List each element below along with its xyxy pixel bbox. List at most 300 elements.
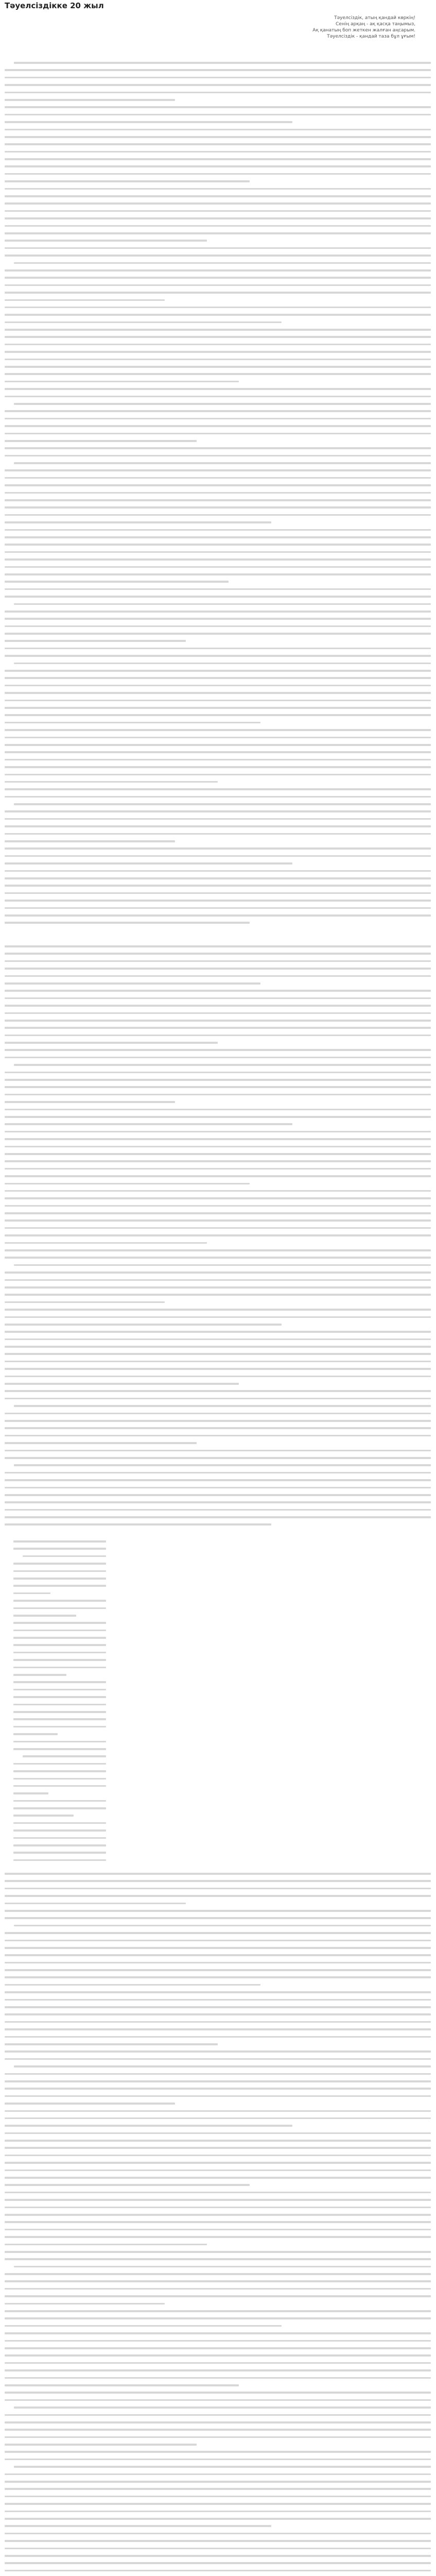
text-line bbox=[5, 1316, 431, 1318]
text-line bbox=[5, 173, 431, 175]
text-line bbox=[13, 1548, 106, 1550]
text-line bbox=[5, 1027, 431, 1029]
text-line bbox=[5, 2147, 431, 2149]
text-line bbox=[5, 2170, 431, 2172]
text-line bbox=[5, 210, 431, 212]
text-line bbox=[5, 1205, 431, 1207]
text-line bbox=[5, 2021, 431, 2023]
text-line bbox=[14, 1064, 431, 1066]
text-line bbox=[13, 1748, 106, 1750]
text-line bbox=[5, 1175, 431, 1177]
text-line bbox=[5, 2132, 431, 2134]
text-line bbox=[5, 232, 431, 234]
text-line bbox=[5, 77, 431, 79]
text-line bbox=[13, 1659, 106, 1661]
text-line bbox=[5, 433, 431, 435]
text-line bbox=[13, 1622, 106, 1624]
text-line bbox=[5, 2444, 197, 2446]
text-line bbox=[13, 1726, 106, 1728]
text-line bbox=[5, 2177, 431, 2179]
text-line bbox=[5, 351, 431, 353]
text-line bbox=[13, 1807, 106, 1809]
text-line bbox=[5, 2103, 175, 2105]
text-line bbox=[5, 344, 431, 346]
text-line bbox=[14, 262, 431, 264]
text-line bbox=[5, 1272, 431, 1274]
text-line bbox=[5, 455, 431, 457]
text-line bbox=[5, 92, 431, 94]
text-line bbox=[5, 129, 431, 131]
text-line bbox=[5, 573, 431, 575]
text-line bbox=[5, 1903, 186, 1905]
text-line bbox=[14, 1405, 431, 1407]
text-line bbox=[13, 1652, 106, 1654]
text-line bbox=[5, 2310, 431, 2312]
text-line bbox=[5, 1131, 431, 1133]
text-line bbox=[5, 284, 431, 286]
text-line bbox=[5, 447, 431, 449]
text-line bbox=[5, 1420, 431, 1422]
text-line bbox=[5, 1035, 431, 1037]
text-line bbox=[5, 2199, 431, 2201]
text-line bbox=[5, 2229, 431, 2231]
text-line bbox=[5, 521, 271, 523]
text-line bbox=[5, 862, 292, 865]
text-line bbox=[5, 960, 431, 962]
text-line bbox=[5, 774, 431, 776]
text-line bbox=[5, 247, 431, 249]
text-line bbox=[13, 1815, 74, 1817]
text-line bbox=[5, 1042, 218, 1044]
text-line bbox=[5, 1457, 431, 1459]
text-line bbox=[5, 900, 431, 902]
text-line bbox=[5, 581, 229, 583]
text-line bbox=[5, 2533, 431, 2535]
text-line bbox=[5, 818, 431, 820]
text-line bbox=[5, 2207, 431, 2209]
text-line bbox=[5, 359, 431, 361]
text-line bbox=[23, 1755, 106, 1757]
text-line bbox=[13, 1763, 106, 1765]
text-line bbox=[5, 2221, 431, 2223]
text-line bbox=[5, 307, 431, 309]
text-line bbox=[5, 202, 431, 205]
text-line bbox=[5, 329, 431, 331]
text-line bbox=[5, 825, 431, 827]
text-line bbox=[13, 1718, 106, 1720]
text-line bbox=[5, 833, 431, 835]
text-line bbox=[5, 2548, 431, 2550]
text-line bbox=[5, 1509, 431, 1511]
text-line bbox=[14, 62, 431, 64]
epigraph-line: Тәуелсіздік - қандай таза бұл ұғым! bbox=[327, 34, 415, 39]
text-line bbox=[5, 1442, 197, 1444]
text-line bbox=[5, 788, 431, 790]
text-line bbox=[5, 188, 431, 190]
text-line bbox=[5, 611, 431, 613]
text-line bbox=[5, 2481, 431, 2483]
text-line bbox=[5, 269, 431, 272]
epigraph-line: Ақ қанатың боп жеткен жалған аңсарым. bbox=[312, 28, 415, 33]
text-line bbox=[5, 558, 431, 561]
text-line bbox=[13, 1733, 58, 1735]
text-line bbox=[13, 1600, 106, 1602]
text-line bbox=[5, 2303, 165, 2305]
text-line bbox=[13, 1704, 106, 1706]
text-line bbox=[5, 195, 431, 197]
text-line bbox=[5, 1873, 431, 1875]
text-line bbox=[5, 2155, 431, 2157]
text-line bbox=[5, 685, 431, 687]
text-line bbox=[5, 1427, 431, 1429]
text-line bbox=[5, 2006, 431, 2008]
text-line bbox=[5, 2525, 271, 2527]
text-line bbox=[5, 2354, 431, 2357]
text-line bbox=[5, 1227, 431, 1229]
text-line bbox=[5, 536, 431, 538]
text-line bbox=[13, 1578, 106, 1580]
text-line bbox=[5, 2421, 431, 2424]
text-line bbox=[5, 1190, 431, 1192]
text-line bbox=[5, 1353, 431, 1355]
text-line bbox=[5, 1309, 431, 1311]
text-line bbox=[14, 462, 431, 464]
text-line bbox=[5, 2258, 431, 2260]
text-line bbox=[5, 2451, 431, 2453]
text-line bbox=[5, 870, 431, 872]
text-line bbox=[5, 2399, 431, 2401]
text-line bbox=[5, 1020, 431, 1022]
text-line bbox=[13, 1770, 106, 1772]
text-line bbox=[5, 121, 292, 123]
text-line bbox=[5, 2192, 431, 2194]
text-line bbox=[13, 1852, 106, 1854]
text-line bbox=[5, 136, 431, 138]
text-line bbox=[5, 2028, 431, 2030]
text-line bbox=[5, 1049, 431, 1051]
text-line bbox=[5, 2362, 431, 2364]
text-line bbox=[5, 1331, 431, 1333]
text-line bbox=[5, 766, 431, 768]
text-line bbox=[5, 1501, 431, 1503]
text-line bbox=[5, 982, 260, 985]
text-line bbox=[14, 2065, 431, 2067]
text-line bbox=[5, 1991, 431, 1993]
text-line bbox=[13, 1681, 106, 1683]
text-line bbox=[14, 1464, 431, 1466]
text-line bbox=[5, 1523, 271, 1526]
body-section bbox=[0, 945, 436, 1531]
text-line bbox=[5, 1086, 431, 1088]
text-line bbox=[5, 1479, 431, 1481]
text-line bbox=[5, 1976, 431, 1978]
text-line bbox=[5, 2555, 431, 2557]
text-line bbox=[13, 1689, 106, 1691]
text-line bbox=[5, 418, 431, 420]
text-line bbox=[14, 2406, 431, 2409]
text-line bbox=[5, 975, 431, 977]
text-line bbox=[5, 1324, 282, 1326]
text-line bbox=[13, 1711, 106, 1713]
text-line bbox=[5, 1880, 431, 1882]
text-line bbox=[5, 2043, 218, 2045]
text-line bbox=[5, 69, 431, 71]
text-line bbox=[5, 914, 431, 917]
text-line bbox=[5, 2295, 431, 2297]
text-line bbox=[13, 1585, 106, 1587]
text-line bbox=[5, 1999, 431, 2001]
text-line bbox=[5, 2347, 431, 2349]
text-line bbox=[5, 737, 431, 739]
text-line bbox=[5, 744, 431, 746]
text-line bbox=[5, 1005, 431, 1007]
text-line bbox=[5, 240, 207, 242]
text-line bbox=[5, 1888, 431, 1890]
text-line bbox=[5, 1094, 431, 1096]
text-line bbox=[5, 2459, 431, 2461]
text-line bbox=[5, 484, 431, 486]
text-line bbox=[5, 1234, 431, 1236]
text-line bbox=[23, 1555, 106, 1557]
text-line bbox=[5, 551, 431, 553]
text-line bbox=[5, 1435, 431, 1437]
text-line bbox=[5, 922, 250, 924]
text-line bbox=[5, 1286, 431, 1289]
text-line bbox=[14, 603, 431, 605]
epigraph-line: Тәуелсіздік, атың қандай көркің! bbox=[334, 15, 415, 21]
text-line bbox=[5, 1947, 431, 1949]
text-line bbox=[14, 2466, 431, 2468]
text-line bbox=[13, 1785, 106, 1787]
text-line bbox=[13, 1667, 106, 1669]
text-line bbox=[5, 1109, 431, 1111]
text-line bbox=[14, 2266, 431, 2268]
text-line bbox=[5, 968, 431, 970]
text-line bbox=[5, 1138, 431, 1140]
text-line bbox=[5, 1390, 431, 1392]
text-line bbox=[14, 1925, 431, 1927]
text-line bbox=[5, 381, 239, 383]
text-line bbox=[5, 990, 431, 992]
text-line bbox=[5, 1279, 431, 1281]
text-line bbox=[5, 2562, 431, 2564]
text-line bbox=[5, 781, 218, 783]
text-line bbox=[5, 625, 431, 628]
text-line bbox=[5, 143, 431, 145]
text-line bbox=[5, 997, 431, 999]
text-line bbox=[5, 388, 431, 390]
text-line bbox=[5, 1398, 431, 1400]
text-line bbox=[13, 1563, 106, 1565]
body-section bbox=[0, 1873, 436, 2576]
text-line bbox=[5, 907, 431, 909]
text-line bbox=[5, 1932, 431, 1934]
text-line bbox=[5, 700, 431, 702]
text-line bbox=[5, 655, 431, 657]
text-line bbox=[14, 403, 431, 405]
text-line bbox=[5, 1413, 431, 1415]
text-line bbox=[5, 2058, 431, 2060]
text-line bbox=[5, 722, 260, 724]
text-line bbox=[5, 1494, 431, 1496]
text-line bbox=[5, 759, 431, 761]
text-line bbox=[5, 618, 431, 620]
text-line bbox=[5, 640, 186, 642]
text-line bbox=[13, 1822, 106, 1824]
text-line bbox=[5, 1012, 431, 1014]
text-line bbox=[5, 1368, 431, 1370]
text-line bbox=[5, 2080, 431, 2082]
text-line bbox=[5, 2488, 431, 2490]
text-line bbox=[5, 945, 431, 947]
text-line bbox=[5, 1079, 431, 1081]
text-line bbox=[5, 1294, 431, 1296]
text-line bbox=[5, 2332, 431, 2334]
text-line bbox=[13, 1829, 106, 1832]
text-line bbox=[5, 410, 431, 412]
text-line bbox=[5, 848, 431, 850]
text-line bbox=[5, 2073, 431, 2075]
text-line bbox=[5, 1940, 431, 1942]
text-line bbox=[5, 588, 431, 590]
text-line bbox=[5, 2414, 431, 2416]
text-line bbox=[5, 1450, 431, 1452]
text-line bbox=[5, 2050, 431, 2053]
text-line bbox=[13, 1570, 106, 1572]
text-line bbox=[13, 1630, 106, 1632]
text-line bbox=[13, 1674, 66, 1676]
text-line bbox=[5, 1383, 239, 1385]
text-line bbox=[5, 2251, 431, 2253]
text-line bbox=[14, 803, 431, 805]
text-line bbox=[5, 1123, 292, 1125]
text-line bbox=[13, 1778, 106, 1780]
text-line bbox=[5, 1153, 431, 1155]
text-line bbox=[5, 2436, 431, 2438]
text-line bbox=[13, 1644, 106, 1646]
text-line bbox=[5, 1301, 165, 1303]
text-line bbox=[5, 1962, 431, 1964]
text-line bbox=[5, 99, 175, 101]
text-line bbox=[5, 1487, 431, 1489]
text-line bbox=[5, 158, 431, 160]
text-line bbox=[5, 2280, 431, 2282]
text-line bbox=[5, 2273, 431, 2275]
text-line bbox=[5, 1072, 431, 1074]
text-line bbox=[5, 1516, 431, 1518]
text-line bbox=[5, 180, 250, 182]
text-line bbox=[5, 2162, 431, 2164]
document-title: Тәуелсіздікке 20 жыл bbox=[5, 1, 104, 10]
text-line bbox=[5, 299, 165, 301]
epigraph bbox=[0, 15, 436, 40]
text-line bbox=[5, 1361, 431, 1363]
text-line bbox=[5, 336, 431, 338]
text-line bbox=[5, 2429, 431, 2431]
text-line bbox=[5, 729, 431, 731]
text-line bbox=[5, 425, 431, 427]
text-line bbox=[5, 1197, 431, 1199]
text-line bbox=[5, 2110, 431, 2112]
text-line bbox=[5, 885, 431, 887]
text-line bbox=[5, 514, 431, 516]
text-line bbox=[5, 2140, 431, 2142]
text-line bbox=[5, 2518, 431, 2520]
text-line bbox=[5, 314, 431, 316]
text-line bbox=[5, 492, 431, 494]
text-line bbox=[13, 1637, 106, 1639]
text-line bbox=[5, 2540, 431, 2542]
text-line bbox=[5, 292, 431, 294]
text-line bbox=[5, 114, 431, 116]
text-line bbox=[5, 373, 431, 375]
text-line bbox=[5, 2511, 431, 2513]
text-line bbox=[5, 707, 431, 709]
text-line bbox=[5, 217, 431, 219]
text-line bbox=[13, 1837, 106, 1839]
text-line bbox=[5, 2036, 431, 2038]
text-line bbox=[5, 544, 431, 546]
text-line bbox=[5, 2088, 431, 2090]
text-line bbox=[5, 2214, 431, 2216]
text-line bbox=[5, 751, 431, 753]
text-line bbox=[5, 2325, 282, 2327]
text-line bbox=[5, 714, 431, 716]
text-line bbox=[5, 1257, 431, 1259]
text-line bbox=[5, 469, 431, 471]
text-line bbox=[5, 892, 431, 894]
body-section bbox=[0, 62, 436, 929]
text-line bbox=[5, 1160, 431, 1162]
text-line bbox=[5, 566, 431, 568]
text-line bbox=[5, 165, 431, 167]
text-line bbox=[5, 151, 431, 153]
text-line bbox=[5, 2236, 431, 2238]
text-line bbox=[5, 1954, 431, 1956]
text-line bbox=[5, 106, 431, 108]
text-line bbox=[5, 1057, 431, 1059]
text-line bbox=[5, 2384, 239, 2386]
text-line bbox=[5, 2473, 431, 2476]
text-line bbox=[5, 2340, 431, 2342]
text-line bbox=[5, 1376, 431, 1378]
text-line bbox=[13, 1696, 106, 1698]
text-line bbox=[13, 1800, 106, 1802]
text-line bbox=[5, 2013, 431, 2015]
text-line bbox=[13, 1792, 48, 1794]
text-line bbox=[5, 840, 175, 842]
text-line bbox=[5, 1472, 431, 1474]
text-line bbox=[5, 1249, 431, 1251]
text-line bbox=[13, 1607, 106, 1609]
text-line bbox=[5, 1219, 431, 1222]
text-line bbox=[5, 366, 431, 368]
text-line bbox=[13, 1741, 106, 1743]
text-line bbox=[5, 1338, 431, 1341]
text-line bbox=[5, 1183, 250, 1185]
text-line bbox=[5, 1116, 431, 1118]
text-line bbox=[5, 1168, 431, 1170]
text-line bbox=[5, 692, 431, 694]
text-line bbox=[5, 499, 431, 501]
text-line bbox=[5, 1910, 431, 1912]
text-line bbox=[13, 1859, 106, 1861]
text-line bbox=[13, 1844, 106, 1846]
text-line bbox=[5, 2392, 431, 2394]
text-line bbox=[5, 953, 431, 955]
text-line bbox=[5, 1917, 431, 1919]
text-line bbox=[5, 2317, 431, 2319]
